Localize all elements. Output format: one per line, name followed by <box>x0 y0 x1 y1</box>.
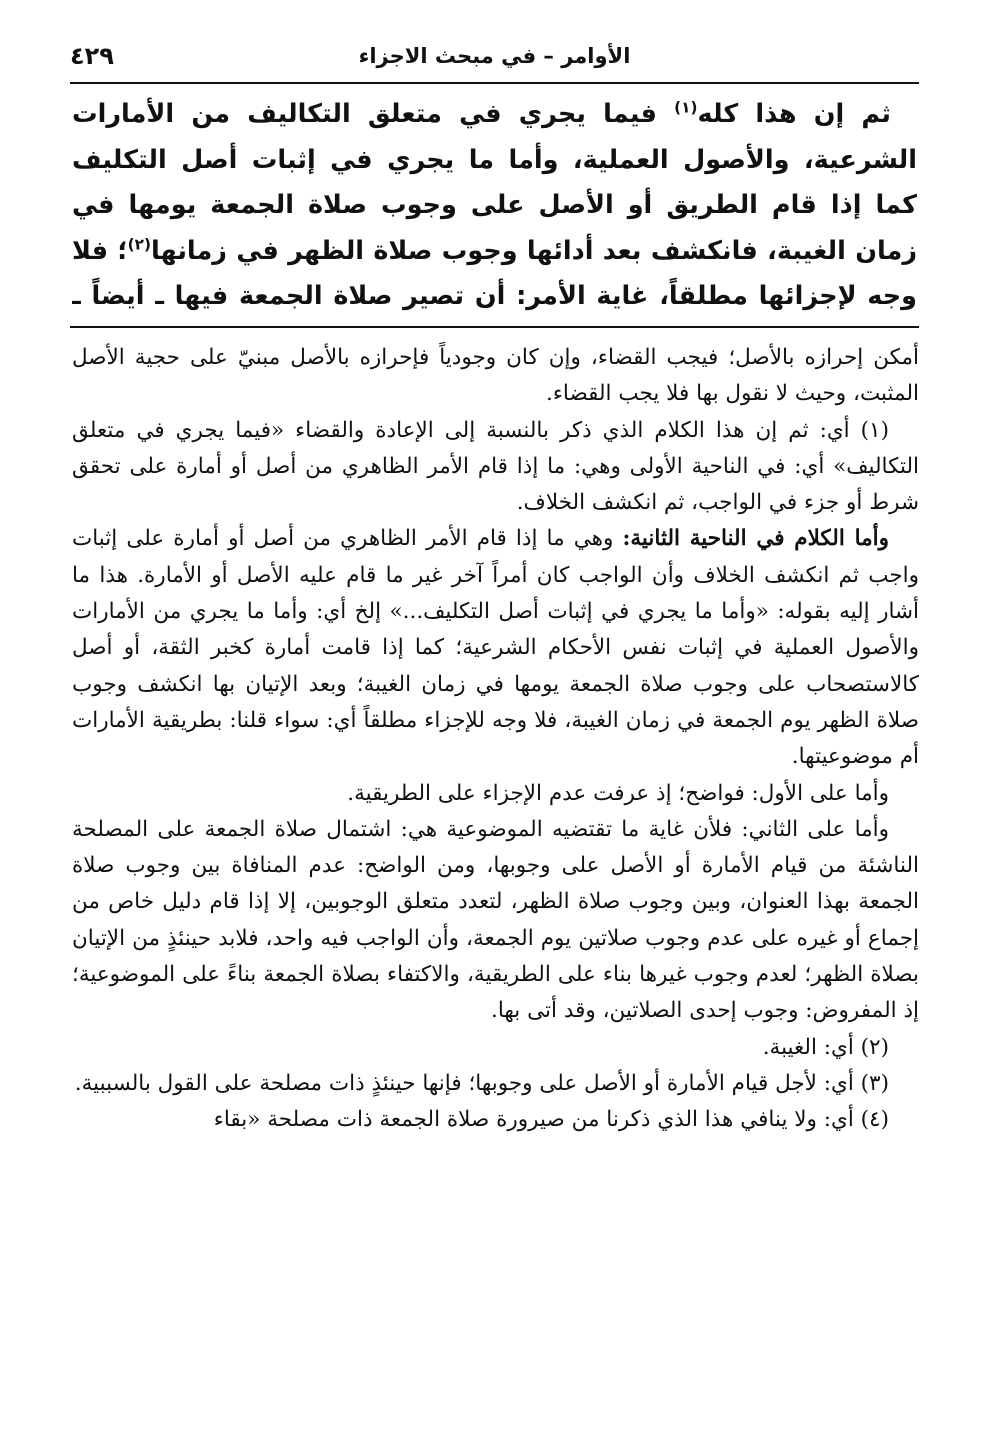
page-number: ٤٢٩ <box>70 42 114 70</box>
footnote-ref-2: (٢) <box>127 235 151 253</box>
main-text <box>72 92 917 322</box>
footnote-1: (١) أي: ثم إن هذا الكلام الذي ذكر بالنسبة إلى الإعادة والقضاء «فيما يجري في متعلق التكاليف» أي: في الناحية الأولى وهي: ما إذا قام الأمر الظاهري من أصل أو أمارة على تحقق شرط أو جزء في الواجب، ثم انكشف الخلاف. <box>72 417 919 516</box>
main-text-part-2: فيما يجري في متعلق التكاليف من الأمارات الشرعية، والأصول العملية، وأما ما يجري في إثبات أصل التكليف كما إذا قام الطريق أو الأصل على وجوب صلاة الجمعة يومها في زمان الغيبة، فانكشف بعد أدائها وجوب صلاة الظهر في زمانها <box>72 99 917 266</box>
footnote-3: (٣) أي: لأجل قيام الأمارة أو الأصل على وجوبها؛ فإنها حينئذٍ ذات مصلحة على القول بالسببية. <box>74 1070 889 1096</box>
footnote-1-lead: وأما الكلام في الناحية الثانية: <box>622 526 889 552</box>
footnote-1-second-case: وأما على الثاني: فلأن غاية ما تقتضيه الموضوعية هي: اشتمال صلاة الجمعة على المصلحة الناشئة من قيام الأمارة أو الأصل على وجوبها، ومن الواضح: عدم المنافاة بين وجوب صلاة الجمعة بهذا العنوان، وبين وجوب صلاة الظهر، لتعدد متعلق الوجوبين، إلا إذا قام دليل خاص من إجماع أو غيره على عدم وجوب صلاتين يوم الجمعة، وأن الواجب فيه واحد، فلابد حينئذٍ من الإتيان بصلاة الظهر؛ لعدم وجوب غيرها بناء على الطريقية، والاكتفاء بصلاة الجمعة بناءً على الموضوعية؛ إذ المفروض: وجوب إحدى الصلاتين، وقد أتى بها. <box>72 816 919 1024</box>
footnote-2: (٢) أي: الغيبة. <box>762 1034 889 1060</box>
footnote-1-body: وهي ما إذا قام الأمر الظاهري من أصل أو أمارة على إثبات واجب ثم انكشف الخلاف وأن الواجب كان أمراً آخر غير ما قام عليه الأصل أو الأمارة. هذا ما أشار إليه بقوله: «وأما ما يجري في إثبات أصل التكليف...» إلخ أي: وأما ما يجري من الأمارات والأصول العملية في إثبات نفس الأحكام الشرعية؛ كما إذا قامت أمارة كخبر الثقة، أو أصل كالاستصحاب على وجوب صلاة الجمعة يومها في زمان الغيبة؛ وبعد الإتيان بها انكشف وجوب صلاة الظهر يوم الجمعة في زمان الغيبة، فلا وجه للإجزاء مطلقاً أي: سواء قلنا: بطريقية الأمارات أم موضوعيتها. <box>72 526 919 770</box>
main-text-part-3: ؛ فلا وجه لإجزائها مطلقاً، غاية الأمر: أن تصير صلاة الجمعة فيها ـ أيضاً ـ <box>72 235 917 311</box>
main-text-part-1: ثم إن هذا كله <box>697 99 891 129</box>
footnotes <box>72 340 919 1445</box>
running-title: الأوامر – في مبحث الاجزاء <box>358 44 631 68</box>
page-header <box>70 38 919 84</box>
footnote-continuation: أمكن إحرازه بالأصل؛ فيجب القضاء، وإن كان وجودياً فإحرازه بالأصل مبنيّ على حجية الأصل المثبت، وحيث لا نقول بها فلا يجب القضاء. <box>72 345 919 407</box>
footnote-4: (٤) أي: ولا ينافي هذا الذي ذكرنا من صيرورة صلاة الجمعة ذات مصلحة «بقاء <box>213 1107 889 1133</box>
footnote-1-second-aspect <box>72 521 919 775</box>
footnote-1-first-case: وأما على الأول: فواضح؛ إذ عرفت عدم الإجزاء على الطريقية. <box>347 780 889 806</box>
footnote-separator <box>70 326 919 328</box>
footnote-ref-1: (١) <box>674 98 698 117</box>
